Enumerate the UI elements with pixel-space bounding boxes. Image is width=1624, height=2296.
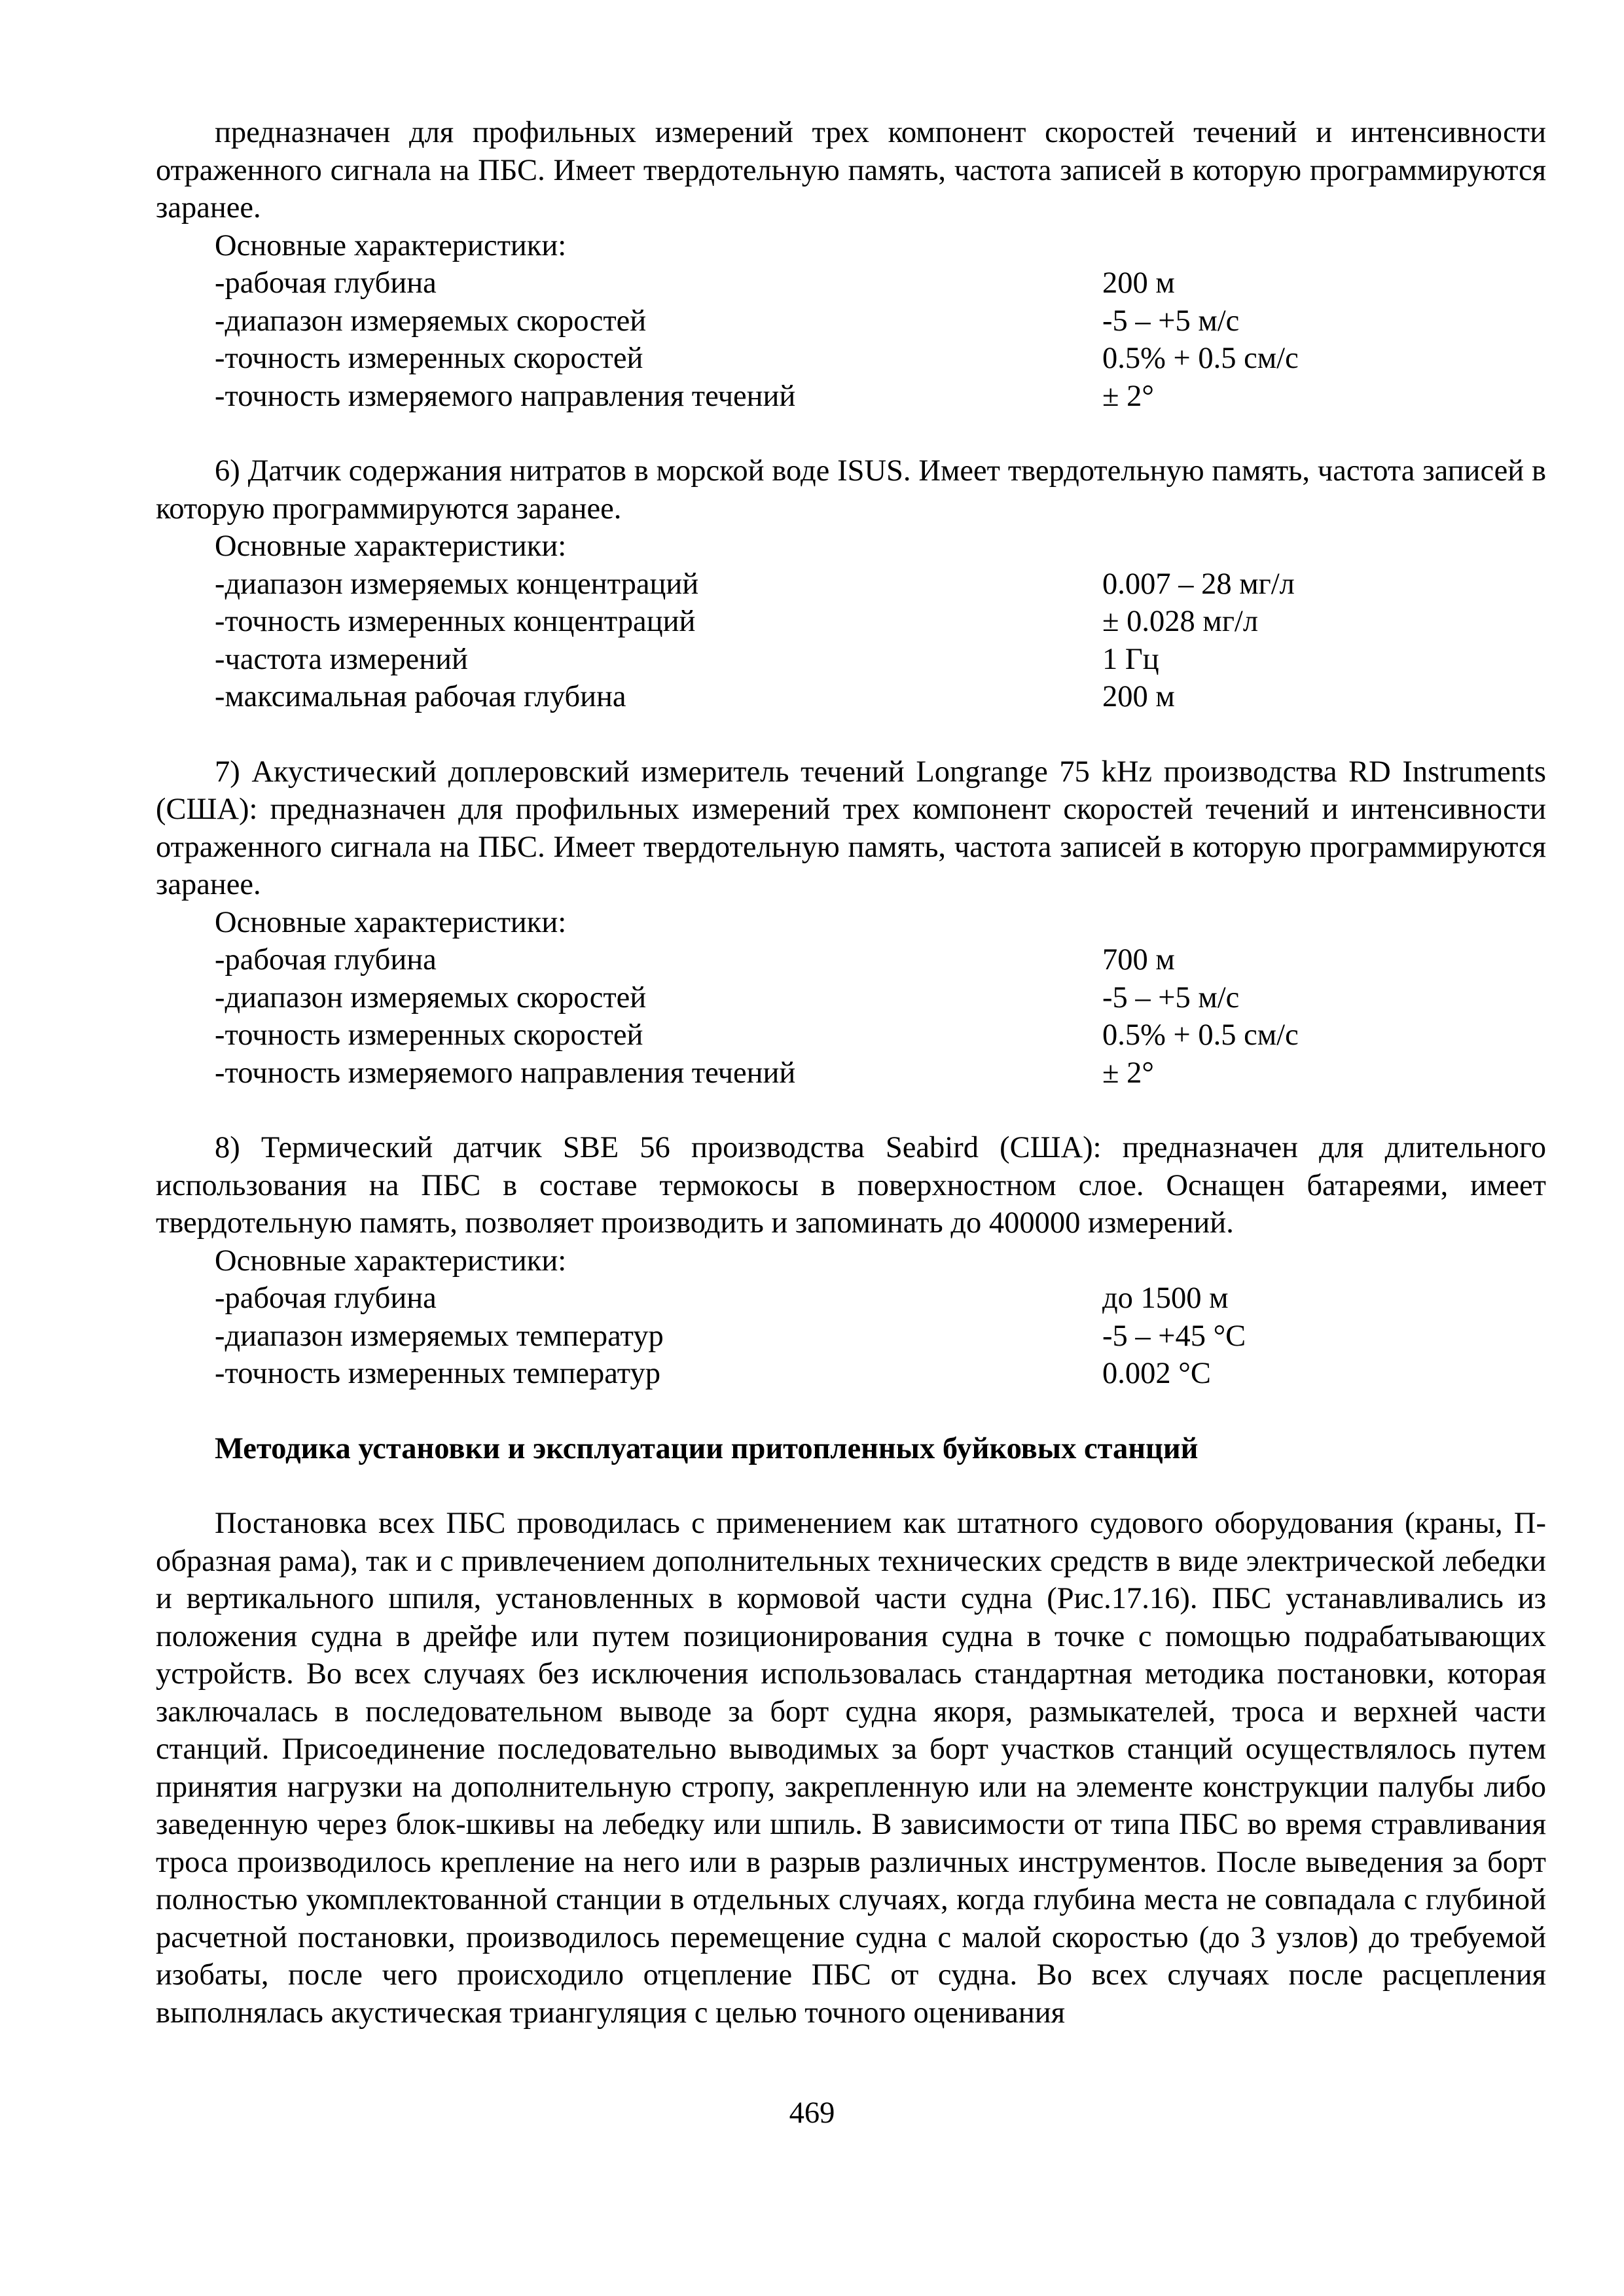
spec-label: -рабочая глубина — [215, 943, 437, 977]
spec-value: 700 м — [1102, 943, 1175, 977]
intro-paragraph: предназначен для профильных измерений трех компонент скоростей течений и интенсивности отраженного сигнала на ПБС. Имеет твердотельную память, частота записей в которую программируются заранее. — [156, 116, 1546, 224]
spec-value: 200 м — [1102, 680, 1175, 713]
spec-row — [156, 1355, 1546, 1393]
spec-row — [156, 302, 1546, 340]
spec-label: -точность измеренных температур — [215, 1357, 660, 1390]
spec-label: -максимальная рабочая глубина — [215, 680, 626, 713]
spec-label: -точность измеренных концентраций — [215, 605, 696, 638]
spec-value: 0.5% + 0.5 см/с — [1102, 1018, 1299, 1052]
spec-label: -частота измерений — [215, 642, 468, 676]
spec-value: до 1500 м — [1102, 1282, 1229, 1315]
item6-specs — [156, 565, 1546, 716]
spec-value: 1 Гц — [1102, 642, 1159, 676]
item7-specs — [156, 941, 1546, 1092]
section-paragraph: Постановка всех ПБС проводилась с применением как штатного судового оборудования (краны, П-образная рама), так и с привлечением дополнительных технических средств в виде электрической лебедки и вертикального шпиля, установленных в кормовой части судна (Рис.17.16). ПБС устанавливались из положения судна в дрейфе или путем позиционирования судна в точке с помощью подрабатывающих устройств. Во всех случаях без исключения использовалась стандартная методика постановки, которая заключалась в последовательном выводе за борт судна якоря, размыкателей, троса и верхней части станций. Присоединение последовательно выводимых за борт участков станций осуществлялось путем принятия нагрузки на дополнительную стропу, закрепленную или на элементе конструкции палубы либо заведенную через блок-шкивы на лебедку или шпиль. В зависимости от типа ПБС во время стравливания троса производилось крепление на него или в разрыв различных инструментов. После выведения за борт полностью укомплектованной станции в отдельных случаях, когда глубина места не совпадала с глубиной расчетной постановки, производилось перемещение судна с малой скоростью (до 3 узлов) до требуемой изобаты, после чего происходило отцепление ПБС от судна. Во всех случаях после расцепления выполнялась акустическая триангуляция с целью точного оценивания — [156, 1507, 1546, 2030]
spec-value: 200 м — [1102, 266, 1175, 300]
spec-row — [156, 641, 1546, 679]
spec-value: -5 – +5 м/с — [1102, 980, 1240, 1014]
spec-row — [156, 678, 1546, 716]
item8-specs — [156, 1280, 1546, 1393]
spec-row — [156, 603, 1546, 641]
spec-row — [156, 941, 1546, 979]
page-content — [156, 114, 1546, 2032]
spec-value: 0.007 – 28 мг/л — [1102, 567, 1295, 601]
page-number: 469 — [789, 2096, 835, 2130]
item7-paragraph: 7) Акустический доплеровский измеритель течений Longrange 75 kHz производства RD Instruments (США): предназначен для профильных измерений трех компонент скоростей течений и интенсивности отраженного сигнала на ПБС. Имеет твердотельную память, частота записей в которую программируются заранее. — [156, 755, 1546, 901]
spec-row — [156, 979, 1546, 1017]
spec-row — [156, 264, 1546, 302]
item8-paragraph: 8) Термический датчик SBE 56 производства Seabird (США): предназначен для длительного использования на ПБС в составе термокосы в поверхностном слое. Оснащен батареями, имеет твердотельную память, позволяет производить и запоминать до 400000 измерений. — [156, 1131, 1546, 1240]
spec-row — [156, 378, 1546, 416]
spec-row — [156, 1318, 1546, 1355]
spec-value: -5 – +45 °C — [1102, 1319, 1246, 1353]
spec-label: -диапазон измеряемых скоростей — [215, 980, 647, 1014]
item8-specs-title: Основные характеристики: — [215, 1244, 567, 1278]
spec-label: -рабочая глубина — [215, 266, 437, 300]
spec-label: -рабочая глубина — [215, 1282, 437, 1315]
section-heading: Методика установки и эксплуатации притопленных буйковых станций — [215, 1431, 1199, 1465]
spec-row — [156, 1054, 1546, 1092]
spec-value: -5 – +5 м/с — [1102, 304, 1240, 338]
spec-label: -диапазон измеряемых скоростей — [215, 304, 647, 338]
item7-specs-title: Основные характеристики: — [215, 905, 567, 939]
spec-label: -точность измеряемого направления течений — [215, 1056, 796, 1090]
spec-value: ± 0.028 мг/л — [1102, 605, 1259, 638]
spec-value: 0.002 °C — [1102, 1357, 1211, 1390]
spec-value: 0.5% + 0.5 см/с — [1102, 342, 1299, 375]
intro-specs-title: Основные характеристики: — [215, 228, 567, 262]
item6-paragraph: 6) Датчик содержания нитратов в морской воде ISUS. Имеет твердотельную память, частота записей в которую программируются заранее. — [156, 454, 1546, 526]
spec-row — [156, 340, 1546, 378]
spec-label: -точность измеренных скоростей — [215, 1018, 643, 1052]
intro-specs — [156, 264, 1546, 415]
spec-row — [156, 1280, 1546, 1318]
spec-value: ± 2° — [1102, 379, 1154, 413]
spec-row — [156, 1016, 1546, 1054]
spec-label: -точность измеряемого направления течений — [215, 379, 796, 413]
spec-label: -точность измеренных скоростей — [215, 342, 643, 375]
spec-value: ± 2° — [1102, 1056, 1154, 1090]
item6-specs-title: Основные характеристики: — [215, 529, 567, 563]
spec-label: -диапазон измеряемых концентраций — [215, 567, 699, 601]
spec-row — [156, 565, 1546, 603]
spec-label: -диапазон измеряемых температур — [215, 1319, 664, 1353]
